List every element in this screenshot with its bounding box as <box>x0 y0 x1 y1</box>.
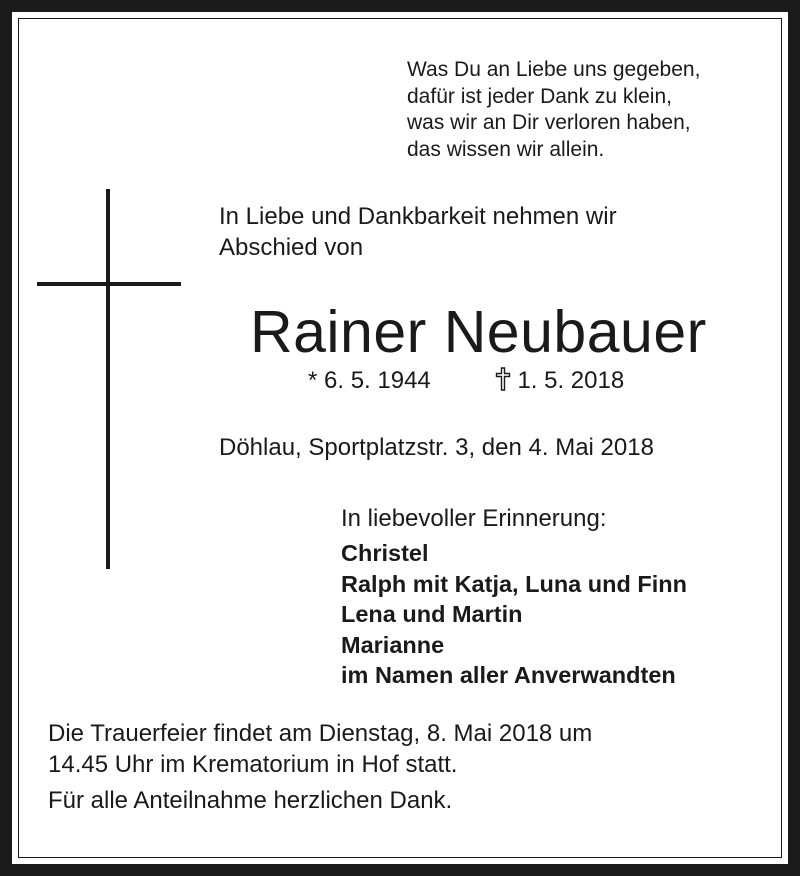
mourner: im Namen aller Anverwandten <box>341 662 676 688</box>
birth-date: * 6. 5. 1944 <box>308 367 431 394</box>
place-and-date: Döhlau, Sportplatzstr. 3, den 4. Mai 2018 <box>219 434 654 461</box>
death-date: 1. 5. 2018 <box>517 367 625 394</box>
poem <box>407 57 700 163</box>
poem-line: was wir an Dir verloren haben, <box>407 111 691 134</box>
mourner: Marianne <box>341 631 445 658</box>
cross-icon-vertical-bar <box>106 189 110 569</box>
intro-line: Abschied von <box>219 234 364 261</box>
poem-line: das wissen wir allein. <box>407 137 605 161</box>
mourners-list <box>341 538 687 691</box>
mourner: Lena und Martin <box>341 601 523 627</box>
thanks-note: Für alle Anteilnahme herzlichen Dank. <box>48 787 453 814</box>
poem-line: dafür ist jeder Dank zu klein, <box>407 84 672 108</box>
memory-label: In liebevoller Erinnerung: <box>341 505 607 532</box>
mourner: Christel <box>341 540 429 566</box>
poem-line: Was Du an Liebe uns gegeben, <box>407 58 701 81</box>
cross-icon-horizontal-bar <box>37 282 181 286</box>
funeral-service-info <box>48 718 592 780</box>
life-dates <box>308 366 624 396</box>
deceased-name: Rainer Neubauer <box>250 299 707 365</box>
farewell-intro <box>219 201 617 263</box>
service-line: Die Trauerfeier findet am Dienstag, 8. Mai 2018 um <box>48 720 593 747</box>
intro-line: In Liebe und Dankbarkeit nehmen wir <box>219 203 617 230</box>
mourner: Ralph mit Katja, Luna und Finn <box>341 570 687 597</box>
death-date-group <box>495 366 624 396</box>
death-cross-icon <box>495 367 511 391</box>
service-line: 14.45 Uhr im Krematorium in Hof statt. <box>48 751 458 778</box>
